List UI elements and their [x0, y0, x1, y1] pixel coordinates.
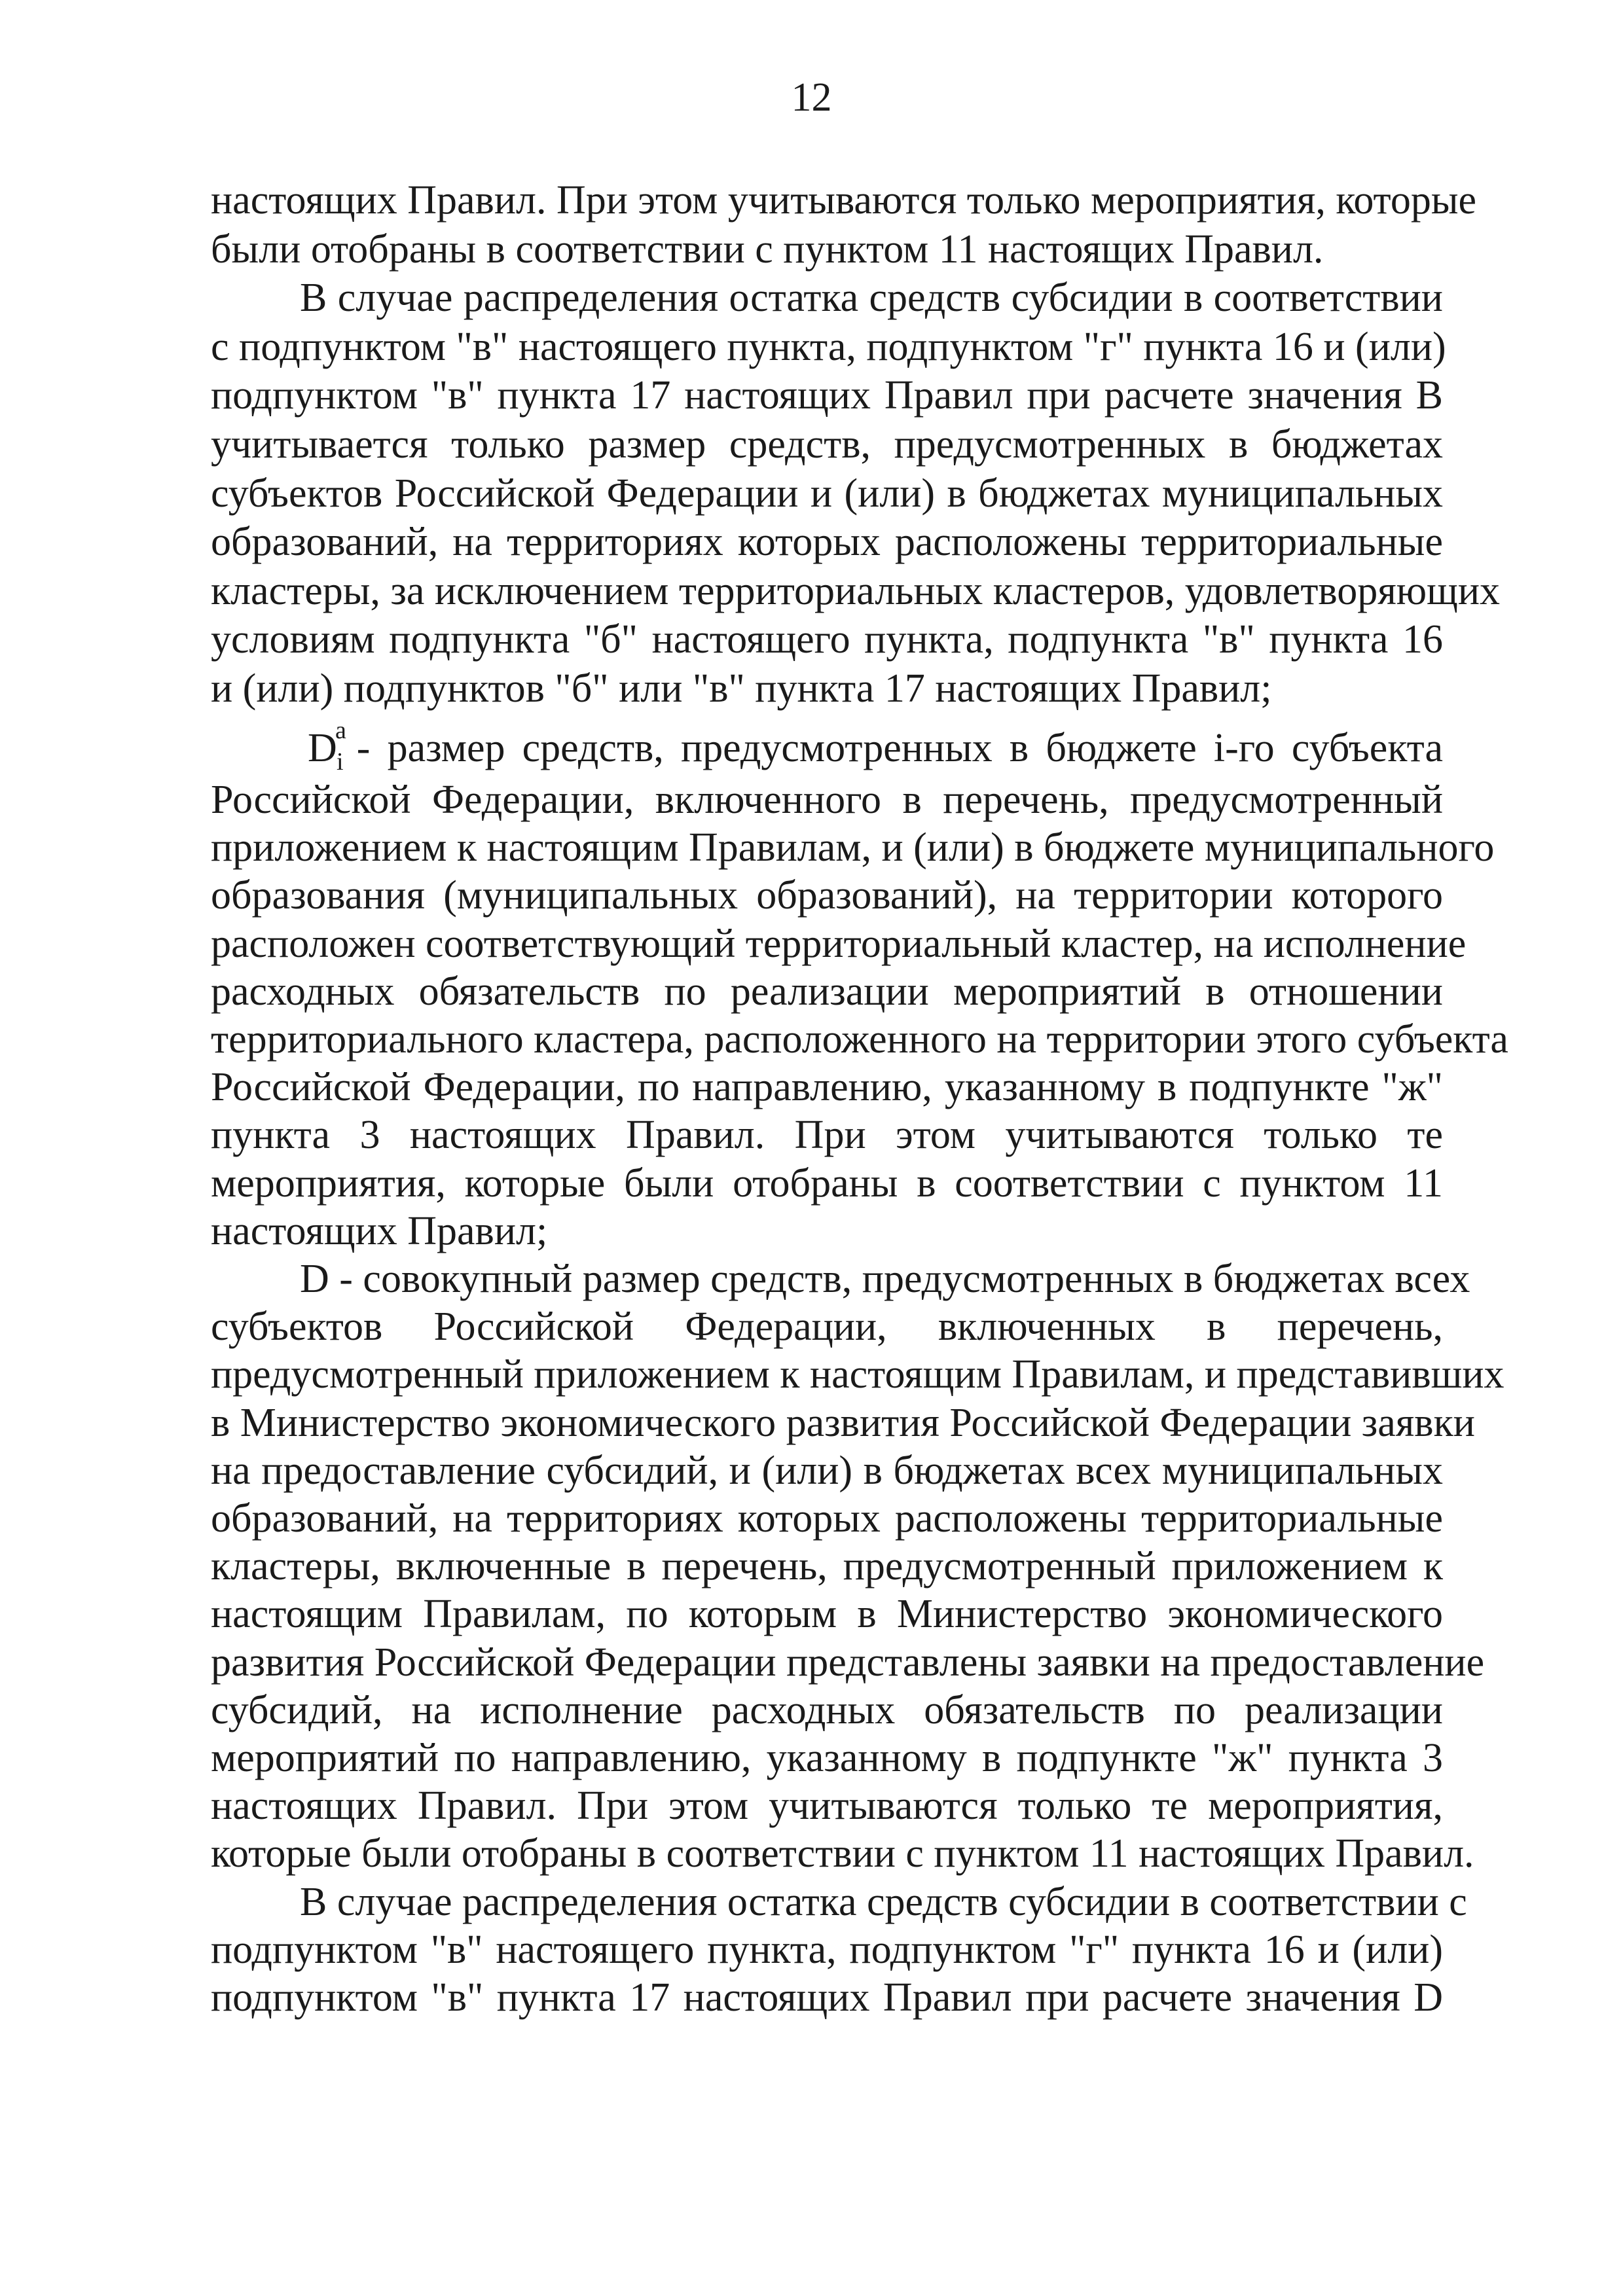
formula-symbol-base: D [308, 726, 337, 770]
text-line: настоящих Правил. При этом учитываются только те мероприятия, [211, 1784, 1443, 1828]
text-line: подпунктом "в" пункта 17 настоящих Правил при расчете значения D [211, 1975, 1443, 2020]
text-line: кластеры, за исключением территориальных кластеров, удовлетворяющих [211, 569, 1501, 613]
text-line: кластеры, включенные в перечень, предусмотренный приложением к [211, 1544, 1443, 1588]
page-number: 12 [791, 75, 832, 120]
formula-subscript: i [337, 748, 344, 776]
text-line: образований, на территориях которых расположены территориальные [211, 520, 1443, 564]
text-line: расходных обязательств по реализации мероприятий в отношении [211, 969, 1443, 1014]
text-line: настоящих Правил; [211, 1209, 548, 1253]
text-line: субъектов Российской Федерации и (или) в бюджетах муниципальных [211, 471, 1443, 516]
text-line: В случае распределения остатка средств субсидии в соответствии с [300, 1880, 1467, 1924]
text-line: подпунктом "в" пункта 17 настоящих Правил при расчете значения B [211, 373, 1443, 418]
text-line: пункта 3 настоящих Правил. При этом учитываются только те [211, 1113, 1443, 1157]
formula-symbol [308, 717, 357, 776]
text-line: настоящим Правилам, по которым в Министерство экономического [211, 1592, 1443, 1636]
text-line: на предоставление субсидий, и (или) в бюджетах всех муниципальных [211, 1448, 1443, 1493]
text-line: учитывается только размер средств, предусмотренных в бюджетах [211, 422, 1443, 467]
formula-definition: - размер средств, предусмотренных в бюджете i-го субъекта [356, 726, 1443, 770]
text-line: расположен соответствующий территориальный кластер, на исполнение [211, 922, 1467, 966]
text-line: образования (муниципальных образований), на территории которого [211, 873, 1443, 918]
text-line: Российской Федерации, по направлению, указанному в подпункте "ж" [211, 1065, 1443, 1109]
text-line: приложением к настоящим Правилам, и (или) в бюджете муниципального [211, 825, 1495, 870]
text-line: предусмотренный приложением к настоящим Правилам, и представивших [211, 1352, 1504, 1397]
formula-line [308, 717, 1443, 776]
text-line: D - совокупный размер средств, предусмотренных в бюджетах всех [300, 1257, 1470, 1301]
text-line: в Министерство экономического развития Российской Федерации заявки [211, 1401, 1475, 1445]
text-line: территориального кластера, расположенного на территории этого субъекта [211, 1017, 1508, 1062]
text-line: условиям подпункта "б" настоящего пункта, подпункта "в" пункта 16 [211, 617, 1443, 662]
text-line: мероприятия, которые были отобраны в соответствии с пунктом 11 [211, 1161, 1443, 1206]
text-line: с подпунктом "в" настоящего пункта, подпунктом "г" пункта 16 и (или) [211, 325, 1446, 369]
text-line: подпунктом "в" настоящего пункта, подпунктом "г" пункта 16 и (или) [211, 1928, 1443, 1972]
text-line: субсидий, на исполнение расходных обязательств по реализации [211, 1688, 1443, 1732]
text-line: В случае распределения остатка средств субсидии в соответствии [300, 276, 1443, 320]
text-line: были отобраны в соответствии с пунктом 11 настоящих Правил. [211, 227, 1324, 272]
formula-superscript: a [335, 717, 346, 744]
text-line: настоящих Правил. При этом учитываются только мероприятия, которые [211, 178, 1476, 223]
text-line: образований, на территориях которых расположены территориальные [211, 1496, 1443, 1541]
text-line: которые были отобраны в соответствии с пунктом 11 настоящих Правил. [211, 1831, 1474, 1876]
text-line: субъектов Российской Федерации, включенных в перечень, [211, 1304, 1443, 1349]
text-line: Российской Федерации, включенного в перечень, предусмотренный [211, 778, 1443, 822]
text-line: мероприятий по направлению, указанному в подпункте "ж" пункта 3 [211, 1736, 1443, 1780]
text-line: и (или) подпунктов "б" или "в" пункта 17 настоящих Правил; [211, 666, 1272, 711]
text-line: развития Российской Федерации представлены заявки на предоставление [211, 1640, 1485, 1685]
